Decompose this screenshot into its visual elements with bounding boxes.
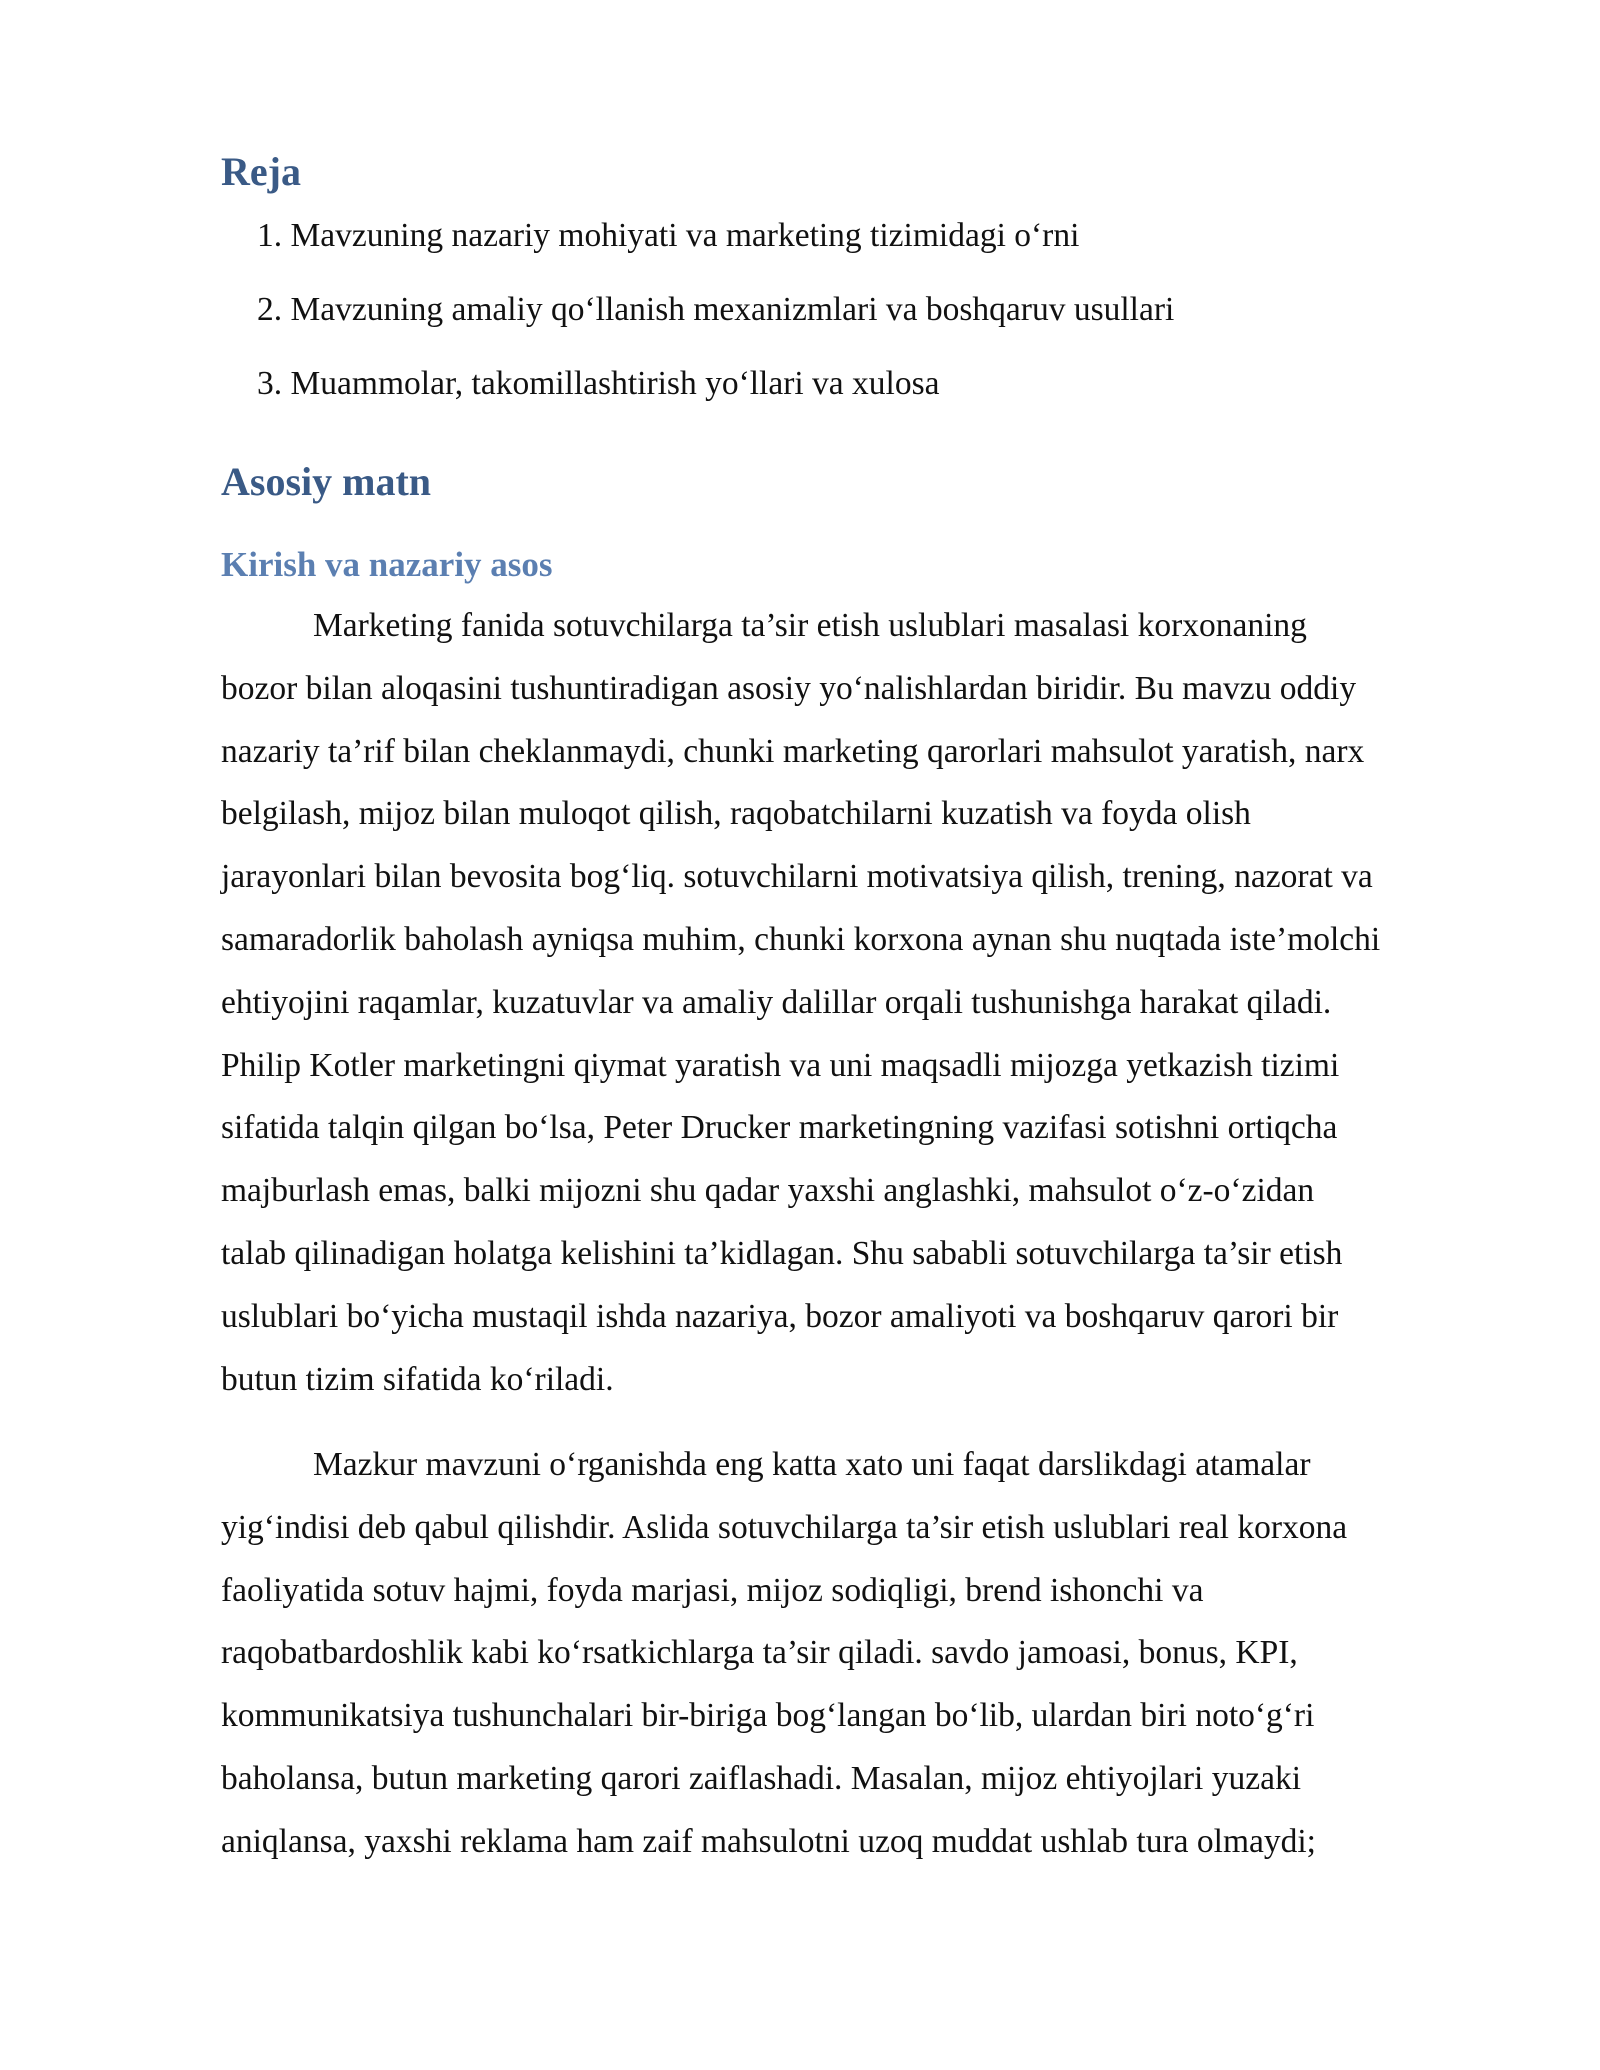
paragraph-1-line: ehtiyojini raqamlar, kuzatuvlar va amaliy dalillar orqali tushunishga harakat qiladi. — [221, 983, 1332, 1021]
paragraph-2-line: yig‘indisi deb qabul qilishdir. Aslida sotuvchilarga ta’sir etish uslublari real korxona — [221, 1508, 1348, 1546]
paragraph-2-line: faoliyatida sotuv hajmi, foyda marjasi, mijoz sodiqligi, brend ishonchi va — [221, 1571, 1204, 1609]
paragraph-1-line: sifatida talqin qilgan bo‘lsa, Peter Drucker marketingning vazifasi sotishni ortiqcha — [221, 1109, 1338, 1147]
paragraph-1-line: nazariy ta’rif bilan cheklanmaydi, chunki marketing qarorlari mahsulot yaratish, narx — [221, 732, 1365, 770]
paragraph-1-line: Philip Kotler marketingni qiymat yaratish va uni maqsadli mijozga yetkazish tizimi — [221, 1046, 1340, 1084]
paragraph-2-line: baholansa, butun marketing qarori zaiflashadi. Masalan, mijoz ehtiyojlari yuzaki — [221, 1759, 1302, 1797]
paragraph-2 — [221, 1434, 1481, 1874]
paragraph-1-line: samaradorlik baholash ayniqsa muhim, chunki korxona aynan shu nuqtada iste’molchi — [221, 920, 1381, 958]
plan-list — [257, 216, 1174, 438]
paragraph-1-line: bozor bilan aloqasini tushuntiradigan asosiy yo‘nalishlardan biridir. Bu mavzu oddiy — [221, 669, 1357, 707]
paragraph-1-line: talab qilinadigan holatga kelishini ta’kidlagan. Shu sababli sotuvchilarga ta’sir etish — [221, 1234, 1343, 1272]
plan-item-1: 1. Mavzuning nazariy mohiyati va marketing tizimidagi o‘rni — [257, 217, 1080, 254]
main-heading: Asosiy matn — [221, 459, 432, 504]
plan-heading: Reja — [221, 149, 301, 194]
paragraph-2-line: Mazkur mavzuni o‘rganishda eng katta xato uni faqat darslikdagi atamalar — [313, 1446, 1311, 1483]
paragraph-1-line: belgilash, mijoz bilan muloqot qilish, raqobatchilarni kuzatish va foyda olish — [221, 795, 1251, 833]
paragraph-1-line: Marketing fanida sotuvchilarga ta’sir etish uslublari masalasi korxonaning — [313, 607, 1307, 644]
paragraph-2-line: aniqlansa, yaxshi reklama ham zaif mahsulotni uzoq muddat ushlab tura olmaydi; — [221, 1822, 1316, 1860]
paragraph-1-line: butun tizim sifatida ko‘riladi. — [221, 1360, 614, 1398]
plan-item-2: 2. Mavzuning amaliy qo‘llanish mexanizmlari va boshqaruv usullari — [257, 291, 1175, 328]
paragraph-1 — [221, 595, 1481, 1411]
paragraph-1-line: uslublari bo‘yicha mustaqil ishda nazariya, bozor amaliyoti va boshqaruv qarori bir — [221, 1297, 1339, 1335]
section-heading: Kirish va nazariy asos — [221, 545, 553, 584]
paragraph-2-line: kommunikatsiya tushunchalari bir-biriga bog‘langan bo‘lib, ulardan biri noto‘g‘ri — [221, 1697, 1315, 1735]
paragraph-1-line: jarayonlari bilan bevosita bog‘liq. sotuvchilarni motivatsiya qilish, trening, nazorat va — [221, 858, 1373, 896]
paragraph-2-line: raqobatbardoshlik kabi ko‘rsatkichlarga ta’sir qiladi. savdo jamoasi, bonus, KPI, — [221, 1634, 1298, 1672]
paragraph-1-line: majburlash emas, balki mijozni shu qadar yaxshi anglashki, mahsulot o‘z-o‘zidan — [221, 1172, 1315, 1210]
plan-item-3: 3. Muammolar, takomillashtirish yo‘llari va xulosa — [257, 365, 940, 402]
